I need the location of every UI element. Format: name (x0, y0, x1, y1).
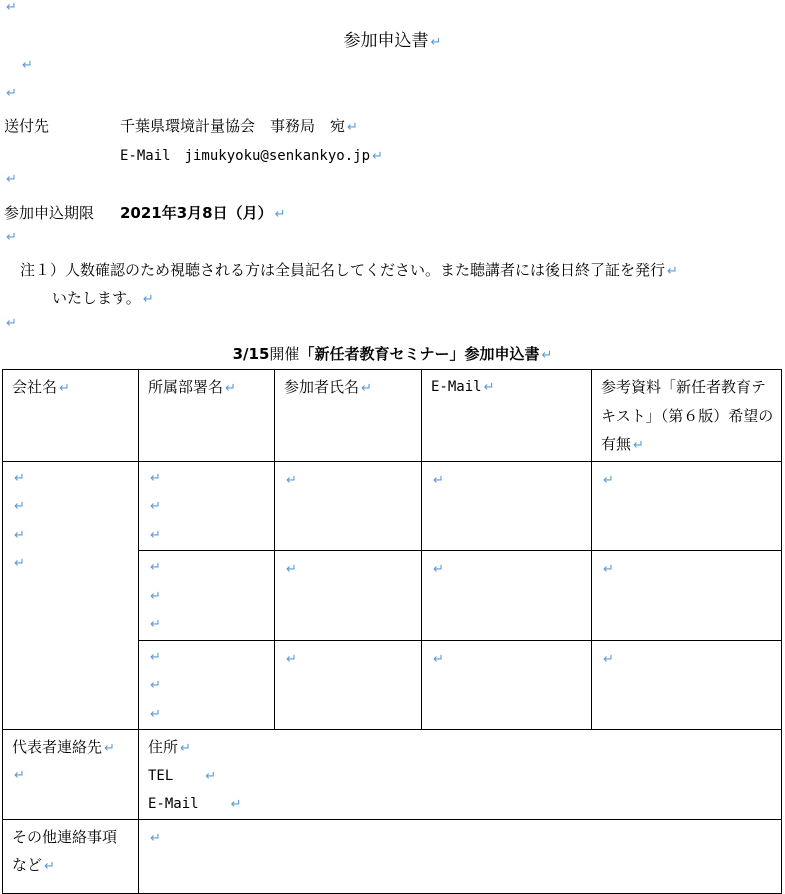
paragraph-mark: ↵ (6, 0, 17, 15)
deadline-date: 2021年3月8日（月） ↵ (120, 204, 286, 222)
sendto-email: E-Mail jimukyoku@senkankyo.jp ↵ (120, 148, 383, 164)
other-notes-label: その他連絡事項など ↵ (3, 819, 139, 893)
sendto-organization: 千葉県環境計量協会 事務局 宛 ↵ (120, 117, 358, 135)
paragraph-mark: ↵ (22, 58, 33, 73)
department-input-cell[interactable]: ↵ ↵ ↵ (139, 640, 275, 730)
textbook-request-input-cell[interactable]: ↵ (592, 640, 782, 730)
department-input-cell[interactable]: ↵ ↵ ↵ (139, 551, 275, 641)
deadline-label: 参加申込期限 (4, 204, 95, 222)
representative-contact-cell[interactable] (139, 730, 782, 820)
header-participant-name: 参加者氏名 ↵ (275, 370, 422, 462)
note-line-2: いたします。 ↵ (52, 289, 154, 307)
other-notes-input-cell[interactable]: ↵ (139, 819, 782, 893)
paragraph-mark: ↵ (6, 316, 17, 331)
textbook-request-input-cell[interactable]: ↵ (592, 461, 782, 551)
representative-label: 代表者連絡先 ↵ ↵ (3, 730, 139, 820)
document-title: 参加申込書 ↵ (343, 31, 442, 51)
note-line-1: 注１）人数確認のため視聴される方は全員記名してください。また聴講者には後日終了証を発行 ↵ (20, 261, 678, 279)
paragraph-mark: ↵ (6, 230, 17, 245)
participant-name-input-cell[interactable]: ↵ (275, 461, 422, 551)
other-notes-row (3, 819, 782, 893)
representative-row (3, 730, 782, 820)
participant-name-input-cell[interactable]: ↵ (275, 551, 422, 641)
paragraph-mark: ↵ (6, 86, 17, 101)
paragraph-mark: ↵ (6, 172, 17, 187)
application-form-table (2, 369, 782, 894)
textbook-request-input-cell[interactable]: ↵ (592, 551, 782, 641)
header-company: 会社名 ↵ (3, 370, 139, 462)
header-department: 所属部署名 ↵ (139, 370, 275, 462)
participant-row (3, 461, 782, 551)
table-header-row (3, 370, 782, 462)
table-title: 3/15開催「新任者教育セミナー」参加申込書 ↵ (232, 345, 553, 363)
rep-email-field: E-Mail ↵ (148, 796, 242, 812)
rep-address-field: 住所 ↵ (148, 738, 191, 756)
sendto-label: 送付先 (4, 117, 50, 135)
header-textbook-request: 参考資料「新任者教育テキスト」（第６版）希望の有無 ↵ (592, 370, 782, 462)
header-email: E-Mail ↵ (422, 370, 592, 462)
email-input-cell[interactable]: ↵ (422, 640, 592, 730)
rep-tel-field: TEL ↵ (148, 767, 217, 784)
email-input-cell[interactable]: ↵ (422, 461, 592, 551)
email-input-cell[interactable]: ↵ (422, 551, 592, 641)
company-input-cell[interactable]: ↵ ↵ ↵ ↵ (3, 461, 139, 730)
department-input-cell[interactable]: ↵ ↵ ↵ (139, 461, 275, 551)
participant-name-input-cell[interactable]: ↵ (275, 640, 422, 730)
